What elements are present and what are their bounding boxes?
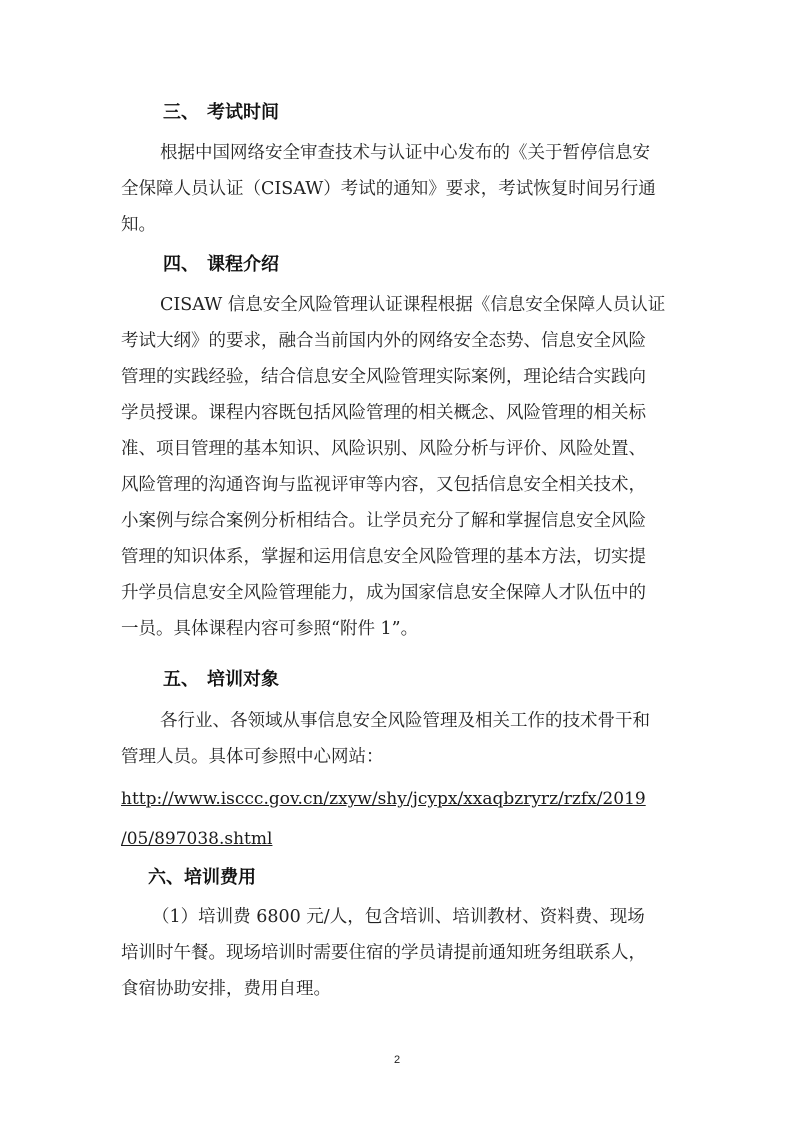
paragraph-line: 各行业、各领域从事信息安全风险管理及相关工作的技术骨干和 xyxy=(160,711,650,731)
section-title: 培训对象 xyxy=(207,669,279,690)
paragraph-line: 学员授课。课程内容既包括风险管理的相关概念、风险管理的相关标 xyxy=(121,403,646,423)
paragraph-line: 小案例与综合案例分析相结合。让学员充分了解和掌握信息安全风险 xyxy=(121,511,646,531)
paragraph-line: 一员。具体课程内容可参照“附件 1”。 xyxy=(121,619,419,639)
paragraph-line: 根据中国网络安全审查技术与认证中心发布的《关于暂停信息安 xyxy=(160,143,650,163)
paragraph-line: CISAW 信息安全风险管理认证课程根据《信息安全保障人员认证 xyxy=(160,295,666,315)
paragraph-line: 培训时午餐。现场培训时需要住宿的学员请提前通知班务组联系人， xyxy=(121,943,646,963)
section-heading-training-fee: 六、培训费用 xyxy=(148,867,256,888)
paragraph-line: 管理的知识体系，掌握和运用信息安全风险管理的基本方法，切实提 xyxy=(121,547,646,567)
section-title: 课程介绍 xyxy=(207,254,279,275)
paragraph-line: 管理的实践经验，结合信息安全风险管理实际案例，理论结合实践向 xyxy=(121,367,646,387)
paragraph-line: （1）培训费 6800 元/人，包含培训、培训教材、资料费、现场 xyxy=(152,907,645,927)
paragraph-line: 食宿协助安排，费用自理。 xyxy=(121,979,331,999)
website-link-continued[interactable]: /05/897038.shtml xyxy=(121,829,273,849)
paragraph-line: 考试大纲》的要求，融合当前国内外的网络安全态势、信息安全风险 xyxy=(121,331,646,351)
section-number: 四、 xyxy=(163,254,199,275)
paragraph-line: 管理人员。具体可参照中心网站： xyxy=(121,747,384,767)
paragraph-line: 全保障人员认证（CISAW）考试的通知》要求，考试恢复时间另行通 xyxy=(121,179,656,199)
paragraph-line: 准、项目管理的基本知识、风险识别、风险分析与评价、风险处置、 xyxy=(121,439,646,459)
section-number: 五、 xyxy=(163,669,199,690)
section-heading-course-intro xyxy=(163,250,279,276)
page-number: 2 xyxy=(393,1054,401,1066)
paragraph-line: 风险管理的沟通咨询与监视评审等内容，又包括信息安全相关技术， xyxy=(121,475,646,495)
website-link[interactable]: http://www.isccc.gov.cn/zxyw/shy/jcypx/xxaqbzryrz/rzfx/2019 xyxy=(121,789,646,809)
section-heading-exam-time xyxy=(163,98,279,124)
paragraph-line: 升学员信息安全风险管理能力，成为国家信息安全保障人才队伍中的 xyxy=(121,583,646,603)
paragraph-line: 知。 xyxy=(121,215,156,235)
section-number: 三、 xyxy=(163,102,199,123)
section-heading-training-target xyxy=(163,665,279,691)
section-title: 考试时间 xyxy=(207,102,279,123)
